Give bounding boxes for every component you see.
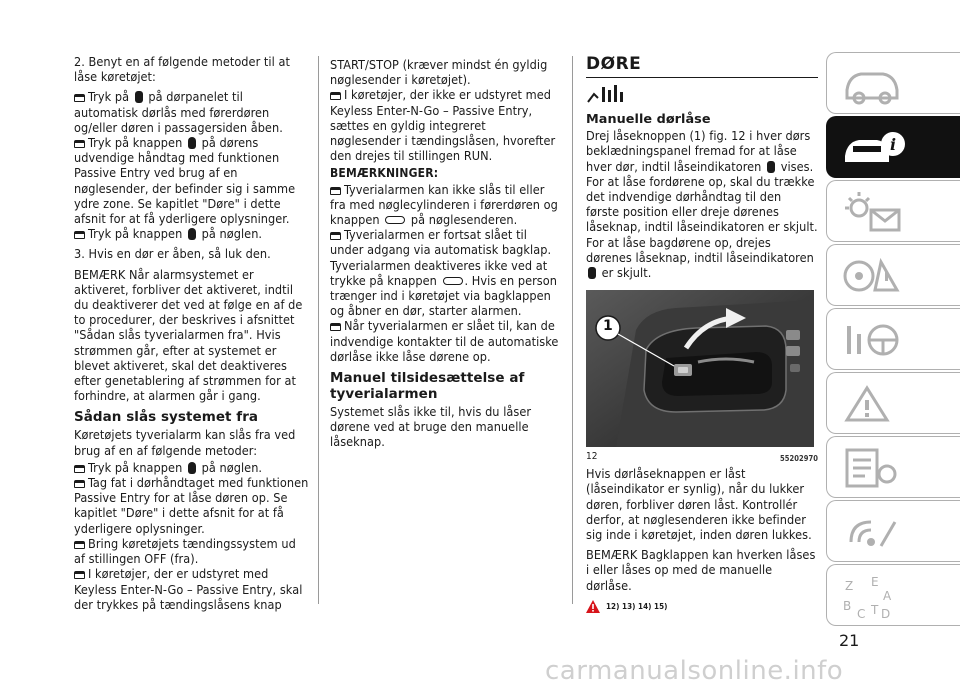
car-bullet-icon <box>74 231 85 239</box>
column-middle <box>330 57 560 455</box>
key-unlock-icon <box>188 462 196 474</box>
svg-text:E: E <box>871 575 879 589</box>
key-lock-icon <box>188 137 196 149</box>
lock-behavior-text: Hvis dørlåseknappen er låst (låseindikator er synlig), når du lukker døren, forbliver døren låst. Kontrollér derfor, at nøglesenderen ikke befinder sig inde i køretøjet, inden døren lukkes. <box>586 466 812 543</box>
warning-refs: 12) 13) 14) 15) <box>586 599 818 614</box>
lock-icon <box>135 91 143 103</box>
service-icon <box>837 444 907 492</box>
figure-caption <box>586 451 818 464</box>
door-lock-figure <box>586 290 814 447</box>
list-item: Tyverialarmen kan ikke slås til eller fra med nøglecylinderen i førerdøren og knappen på nøglesenderen. <box>330 181 558 228</box>
svg-text:D: D <box>881 607 891 620</box>
list-item: Tryk på knappen på nøglen. <box>74 460 310 475</box>
car-bullet-icon <box>74 480 85 488</box>
list-item: I køretøjer, der er udstyret med Keyless Enter-N-Go – Passive Entry, skal der trykkes på tændingslåsens knap <box>74 566 303 612</box>
step-2-text: 2. Benyt en af følgende metoder til at låse køretøjet: <box>74 54 290 85</box>
heading-manual-override: Manuel tilsidesættelse af tyverialarmen <box>330 370 525 403</box>
liftgate-note: BEMÆRK Bagklappen kan hverken låses i eller låses op med de manuelle dørlåse. <box>586 547 816 593</box>
column-left <box>74 54 310 612</box>
chapter-tabs <box>826 52 960 628</box>
car-bullet-icon <box>74 94 85 102</box>
manual-locks-text: Drej låseknoppen (1) fig. 12 i hver dørs beklædningspanel fremad for at låse hver dør, indtil låseindikatoren vises. For at låse fordørene op, skal du trække det indvendige dørhåndtag til den første position eller dreje dørenes låseknap, indtil låseindikatoren er skjult. For at låse bagdørene op, drejes dørenes låseknap, indtil låseindikatoren er skjult. <box>586 128 818 281</box>
page-number: 21 <box>839 631 860 650</box>
section-title: DØRE <box>586 54 642 74</box>
figure-callout: 1 <box>603 318 613 335</box>
car-bullet-icon <box>74 541 85 549</box>
car-bullet-icon <box>74 140 85 148</box>
svg-text:A: A <box>883 589 892 603</box>
car-bullet-icon <box>330 323 341 331</box>
list-item: Bring køretøjets tændingssystem ud af stillingen OFF (fra). <box>74 535 296 567</box>
list-item: Når tyverialarmen er slået til, kan de indvendige kontakter til de automatiske dørlåse ikke låse dørene op. <box>330 318 559 364</box>
key-fob-icon <box>443 277 463 285</box>
column-divider <box>318 56 319 604</box>
start-stop-text: START/STOP (kræver mindst én gyldig nøglesender i køretøjet). <box>330 57 548 88</box>
manual-override-text: Systemet slås ikke til, hvis du låser dørene ved at bruge den manuelle låseknap. <box>330 404 532 450</box>
list-item: Tyverialarmen er fortsat slået til under adgang via automatisk bagklap. Tyverialarmen deaktiveres ikke ved at trykke på knappen . Hvis en person trænger ind i køretøjet via bagklappen og åbner en dør, starter alarmen. <box>330 227 557 319</box>
column-divider <box>572 56 573 604</box>
svg-text:C: C <box>857 607 866 620</box>
note-text: BEMÆRK Når alarmsystemet er aktiveret, forbliver det aktiveret, indtil du deaktiverer det ved at følge en af de to procedurer, der beskrives i afsnittet "Sådan slås tyverialarmen fra". Hvis strømmen går, efter at systemet er blevet aktiveret, skal det deaktiveres efter genetablering af strømmen for at forhindre, at alarmen går i gang. <box>74 266 303 404</box>
figure-code: 55202970 <box>780 454 818 464</box>
index-icon <box>837 572 907 620</box>
dashboard-icon <box>837 60 907 108</box>
tab-index[interactable] <box>826 564 960 626</box>
car-bullet-icon <box>330 232 341 240</box>
tab-car-info[interactable] <box>826 116 960 178</box>
title-rule <box>586 77 818 78</box>
list-item: Tryk på knappen på dørens udvendige håndtag med funktionen Passive Entry ved brug af en nøglesender, der befinder sig i samme ydre zone. Se kapitlet "Døre" i dette afsnit for at få yderligere oplysninger. <box>74 135 296 227</box>
doors-icon <box>586 84 818 104</box>
car-bullet-icon <box>330 92 341 100</box>
emergency-icon <box>837 380 907 428</box>
disarm-intro: Køretøjets tyverialarm kan slås fra ved brug af en af følgende metoder: <box>74 427 296 458</box>
car-bullet-icon <box>330 187 341 195</box>
warning-icon <box>586 600 600 613</box>
tab-lights-signals[interactable] <box>826 180 960 242</box>
list-item: I køretøjer, der ikke er udstyret med Keyless Enter-N-Go – Passive Entry, sættes en gyldig integreret nøglesender i tændingslåsen, hvorefter den drejes til stillingen RUN. <box>330 87 556 164</box>
svg-text:B: B <box>843 599 852 613</box>
tab-multimedia[interactable] <box>826 500 960 562</box>
heading-manual-locks: Manuelle dørlåse <box>586 112 711 128</box>
car-info-icon <box>837 124 907 172</box>
list-item: Tag fat i dørhåndtaget med funktionen Passive Entry for at låse døren op. Se kapitlet "Døre" i dette afsnit for at få yderligere oplysninger. <box>74 475 309 536</box>
lock-indicator-icon <box>767 161 775 173</box>
list-item: Tryk på knappen på nøglen. <box>74 226 310 241</box>
svg-text:T: T <box>871 603 879 617</box>
lock-indicator-icon <box>588 267 596 279</box>
car-bullet-icon <box>74 465 85 473</box>
key-fob-icon <box>385 216 405 224</box>
list-item: Tryk på på dørpanelet til automatisk dørlås med førerdøren og/eller døren i passagersiden åben. <box>74 89 283 135</box>
column-right <box>586 54 818 614</box>
notes-label: BEMÆRKNINGER: <box>330 166 439 181</box>
car-bullet-icon <box>74 571 85 579</box>
tab-starting-driving[interactable] <box>826 308 960 370</box>
lights-signals-icon <box>837 188 907 236</box>
step-3-text: 3. Hvis en dør er åben, så luk den. <box>74 246 271 262</box>
tab-emergency[interactable] <box>826 372 960 434</box>
key-lock-icon <box>188 228 196 240</box>
svg-text:Z: Z <box>845 579 854 593</box>
tab-safety[interactable] <box>826 244 960 306</box>
watermark: carmanualsonline.info <box>545 656 844 683</box>
multimedia-icon <box>837 508 907 556</box>
starting-driving-icon <box>837 316 907 364</box>
tab-service[interactable] <box>826 436 960 498</box>
tab-dashboard[interactable] <box>826 52 960 114</box>
heading-disarm: Sådan slås systemet fra <box>74 409 259 426</box>
svg-text:i: i <box>890 135 897 154</box>
figure-number: 12 <box>586 451 598 463</box>
safety-icon <box>837 252 907 300</box>
